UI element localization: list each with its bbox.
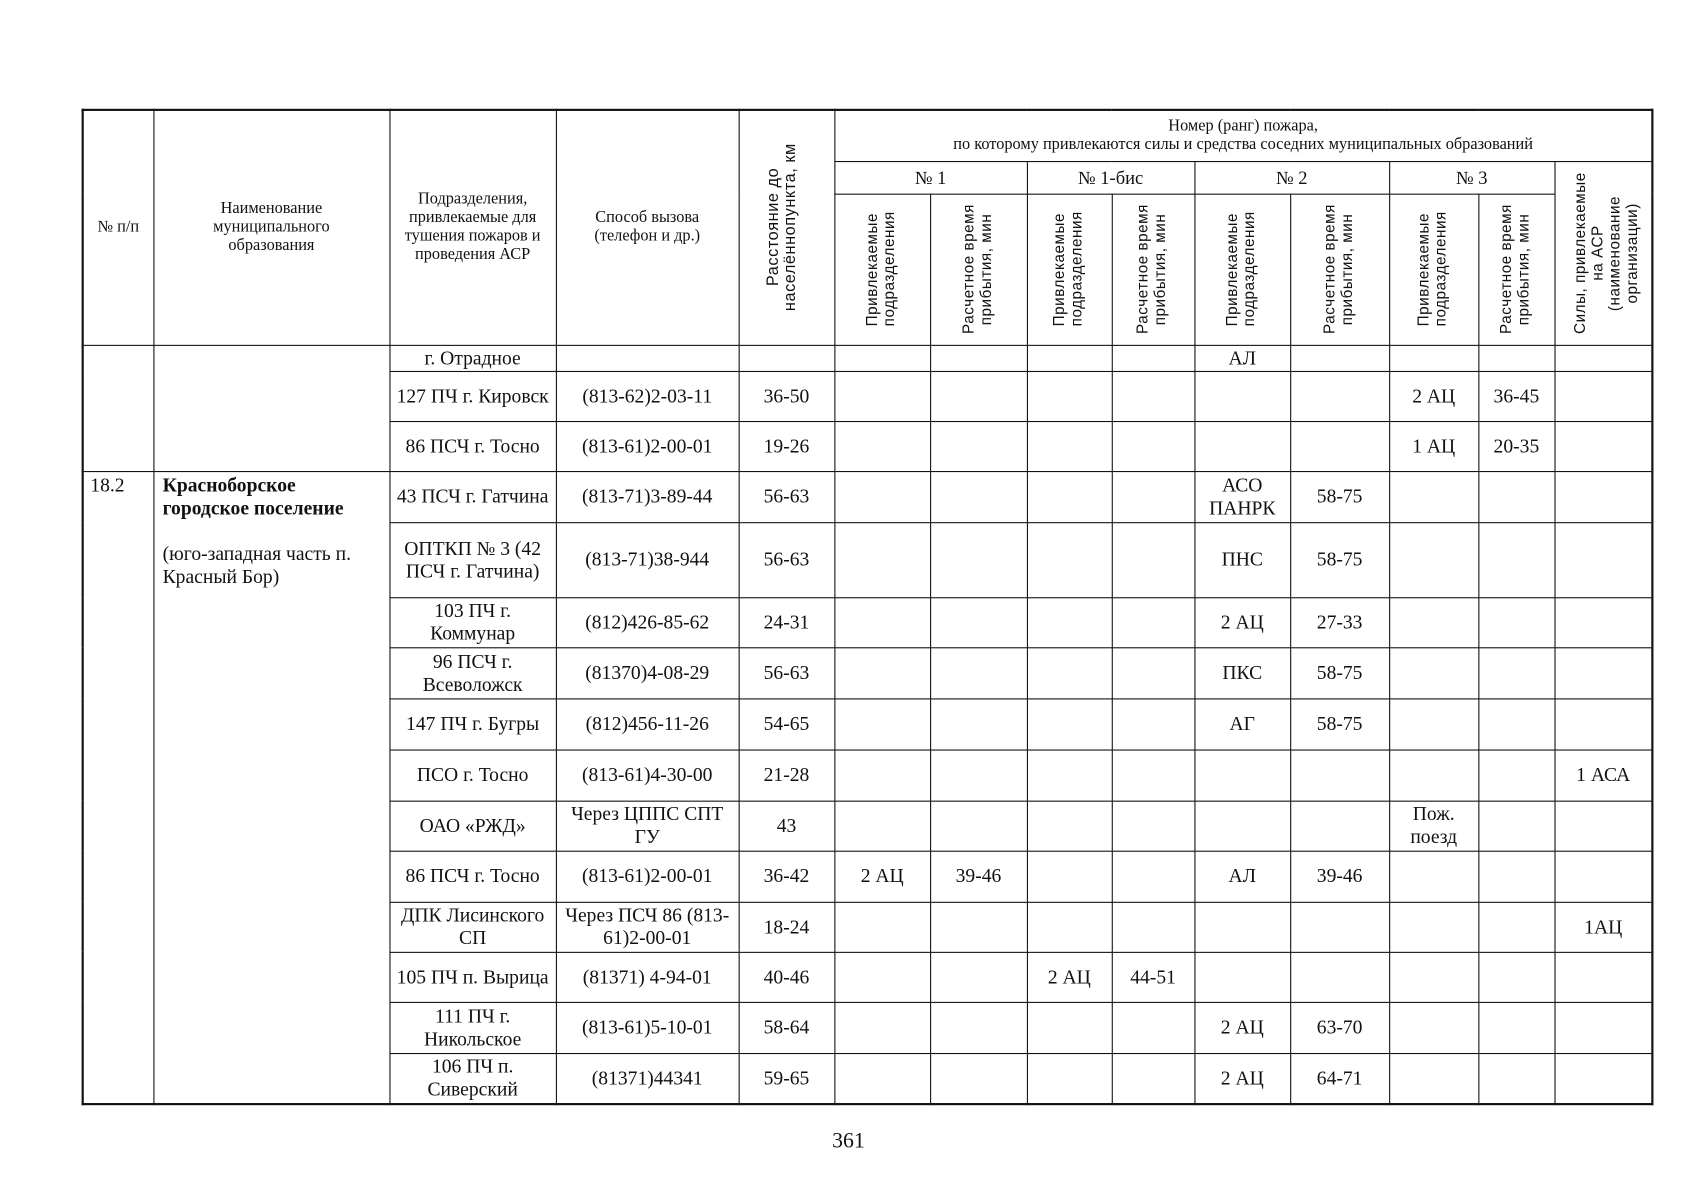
header-num: № п/п bbox=[83, 110, 154, 345]
asr-cell bbox=[1554, 1002, 1652, 1053]
attracted-units-cell bbox=[1027, 597, 1112, 647]
arrival-time-cell bbox=[1290, 421, 1389, 471]
arrival-time-cell: 39-46 bbox=[1290, 851, 1389, 902]
arrival-time-cell bbox=[930, 952, 1027, 1002]
call-cell bbox=[556, 345, 739, 371]
arrival-time-cell bbox=[930, 421, 1027, 471]
unit-cell: 105 ПЧ п. Вырица bbox=[389, 952, 555, 1002]
rank-2: № 2 bbox=[1194, 161, 1389, 194]
attracted-units-cell: АЛ bbox=[1194, 851, 1290, 902]
attracted-units-cell bbox=[834, 597, 930, 647]
call-cell: (81370)4-08-29 bbox=[556, 647, 739, 698]
call-cell: (813-62)2-03-11 bbox=[556, 371, 739, 421]
header-arrival-time: Расчетное время прибытия, мин bbox=[930, 194, 1027, 345]
arrival-time-cell bbox=[930, 698, 1027, 749]
attracted-units-cell bbox=[834, 1002, 930, 1053]
attracted-units-cell bbox=[1389, 698, 1478, 749]
arrival-time-cell: 36-45 bbox=[1478, 371, 1554, 421]
table-row bbox=[83, 471, 1653, 522]
attracted-units-cell bbox=[834, 1053, 930, 1104]
attracted-units-cell bbox=[1389, 952, 1478, 1002]
arrival-time-cell bbox=[1478, 471, 1554, 522]
asr-cell bbox=[1554, 421, 1652, 471]
arrival-time-cell: 58-75 bbox=[1290, 698, 1389, 749]
arrival-time-cell bbox=[930, 371, 1027, 421]
distance-cell: 56-63 bbox=[739, 522, 835, 597]
municipality-note: (юго-западная часть п. Красный Бор) bbox=[162, 542, 351, 587]
arrival-time-cell bbox=[1112, 1002, 1195, 1053]
call-cell: (813-61)4-30-00 bbox=[556, 749, 739, 800]
unit-cell: ПСО г. Тосно bbox=[389, 749, 555, 800]
arrival-time-cell bbox=[930, 597, 1027, 647]
attracted-units-cell bbox=[1389, 345, 1478, 371]
header-rank: Номер (ранг) пожара, по которому привлекаются силы и средства соседних муниципальных образований bbox=[834, 110, 1652, 161]
header-distance: Расстояние до населённопункта, км bbox=[739, 110, 835, 345]
arrival-time-cell bbox=[1112, 1053, 1195, 1104]
attracted-units-cell: ПКС bbox=[1194, 647, 1290, 698]
distance-cell bbox=[739, 345, 835, 371]
arrival-time-cell bbox=[930, 801, 1027, 851]
arrival-time-cell: 44-51 bbox=[1112, 952, 1195, 1002]
asr-cell: 1 АСА bbox=[1554, 749, 1652, 800]
attracted-units-cell bbox=[834, 698, 930, 749]
municipality-title: Красноборское городское поселение bbox=[162, 473, 344, 519]
arrival-time-cell bbox=[1478, 801, 1554, 851]
header-arrival-time: Расчетное время прибытия, мин bbox=[1478, 194, 1554, 345]
header-asr: Силы, привлекаемые на АСР (наименование организации) bbox=[1554, 161, 1652, 345]
attracted-units-cell bbox=[1389, 522, 1478, 597]
arrival-time-cell bbox=[1478, 345, 1554, 371]
arrival-time-cell bbox=[1112, 749, 1195, 800]
call-cell: (813-71)38-944 bbox=[556, 522, 739, 597]
unit-cell: 106 ПЧ п. Сиверский bbox=[389, 1053, 555, 1104]
attracted-units-cell bbox=[1027, 801, 1112, 851]
arrival-time-cell bbox=[930, 471, 1027, 522]
header-units: Подразделения, привлекаемые для тушения пожаров и проведения АСР bbox=[389, 110, 555, 345]
attracted-units-cell bbox=[834, 902, 930, 952]
unit-cell: 96 ПСЧ г. Всеволожск bbox=[389, 647, 555, 698]
asr-cell bbox=[1554, 471, 1652, 522]
arrival-time-cell bbox=[1112, 522, 1195, 597]
attracted-units-cell bbox=[1194, 749, 1290, 800]
attracted-units-cell bbox=[1027, 749, 1112, 800]
asr-cell bbox=[1554, 801, 1652, 851]
attracted-units-cell: 2 АЦ bbox=[1389, 371, 1478, 421]
arrival-time-cell bbox=[1478, 522, 1554, 597]
distance-cell: 56-63 bbox=[739, 647, 835, 698]
call-cell: (812)426-85-62 bbox=[556, 597, 739, 647]
arrival-time-cell bbox=[1290, 801, 1389, 851]
arrival-time-cell bbox=[930, 1053, 1027, 1104]
attracted-units-cell: 2 АЦ bbox=[1194, 1002, 1290, 1053]
arrival-time-cell: 39-46 bbox=[930, 851, 1027, 902]
arrival-time-cell bbox=[1112, 421, 1195, 471]
distance-cell: 24-31 bbox=[739, 597, 835, 647]
attracted-units-cell bbox=[1194, 902, 1290, 952]
attracted-units-cell bbox=[834, 421, 930, 471]
attracted-units-cell bbox=[834, 371, 930, 421]
arrival-time-cell bbox=[1478, 597, 1554, 647]
arrival-time-cell: 64-71 bbox=[1290, 1053, 1389, 1104]
header-attracted-units: Привлекаемые подразделения bbox=[1389, 194, 1478, 345]
arrival-time-cell bbox=[1112, 647, 1195, 698]
arrival-time-cell: 58-75 bbox=[1290, 522, 1389, 597]
attracted-units-cell: ПНС bbox=[1194, 522, 1290, 597]
attracted-units-cell bbox=[834, 647, 930, 698]
arrival-time-cell bbox=[930, 522, 1027, 597]
attracted-units-cell bbox=[1027, 1002, 1112, 1053]
page-number: 361 bbox=[832, 1129, 865, 1154]
rank-1: № 1 bbox=[834, 161, 1027, 194]
attracted-units-cell: 2 АЦ bbox=[1194, 597, 1290, 647]
header-arrival-time: Расчетное время прибытия, мин bbox=[1112, 194, 1195, 345]
call-cell: (81371) 4-94-01 bbox=[556, 952, 739, 1002]
call-cell: (813-61)2-00-01 bbox=[556, 851, 739, 902]
distance-cell: 58-64 bbox=[739, 1002, 835, 1053]
attracted-units-cell bbox=[1194, 371, 1290, 421]
attracted-units-cell bbox=[834, 801, 930, 851]
attracted-units-cell: АСО ПАНРК bbox=[1194, 471, 1290, 522]
rank-3: № 3 bbox=[1389, 161, 1554, 194]
asr-cell: 1АЦ bbox=[1554, 902, 1652, 952]
arrival-time-cell bbox=[930, 1002, 1027, 1053]
unit-cell: ОПТКП № 3 (42 ПСЧ г. Гатчина) bbox=[389, 522, 555, 597]
arrival-time-cell: 58-75 bbox=[1290, 647, 1389, 698]
attracted-units-cell: 2 АЦ bbox=[834, 851, 930, 902]
attracted-units-cell bbox=[1389, 597, 1478, 647]
unit-cell: 111 ПЧ г. Никольское bbox=[389, 1002, 555, 1053]
municipality-cell bbox=[153, 345, 389, 471]
arrival-time-cell bbox=[1478, 952, 1554, 1002]
header-attracted-units: Привлекаемые подразделения bbox=[1027, 194, 1112, 345]
attracted-units-cell: 2 АЦ bbox=[1194, 1053, 1290, 1104]
arrival-time-cell bbox=[1478, 1053, 1554, 1104]
unit-cell: 86 ПСЧ г. Тосно bbox=[389, 851, 555, 902]
arrival-time-cell bbox=[1112, 371, 1195, 421]
arrival-time-cell bbox=[1112, 902, 1195, 952]
fire-forces-table bbox=[82, 109, 1654, 1105]
attracted-units-cell bbox=[1389, 471, 1478, 522]
attracted-units-cell bbox=[1194, 952, 1290, 1002]
attracted-units-cell: 2 АЦ bbox=[1027, 952, 1112, 1002]
arrival-time-cell bbox=[1112, 471, 1195, 522]
arrival-time-cell bbox=[1112, 597, 1195, 647]
attracted-units-cell bbox=[1027, 471, 1112, 522]
rank-1bis: № 1-бис bbox=[1027, 161, 1195, 194]
attracted-units-cell bbox=[834, 345, 930, 371]
header-call: Способ вызова (телефон и др.) bbox=[556, 110, 739, 345]
distance-cell: 54-65 bbox=[739, 698, 835, 749]
call-cell: (813-71)3-89-44 bbox=[556, 471, 739, 522]
arrival-time-cell bbox=[1478, 749, 1554, 800]
attracted-units-cell bbox=[834, 522, 930, 597]
arrival-time-cell bbox=[930, 647, 1027, 698]
distance-cell: 40-46 bbox=[739, 952, 835, 1002]
arrival-time-cell bbox=[930, 345, 1027, 371]
arrival-time-cell bbox=[1290, 749, 1389, 800]
attracted-units-cell bbox=[834, 952, 930, 1002]
attracted-units-cell bbox=[1389, 851, 1478, 902]
municipality-name bbox=[153, 471, 389, 1104]
arrival-time-cell bbox=[930, 902, 1027, 952]
arrival-time-cell bbox=[1290, 345, 1389, 371]
asr-cell bbox=[1554, 698, 1652, 749]
header-attracted-units: Привлекаемые подразделения bbox=[834, 194, 930, 345]
attracted-units-cell bbox=[1027, 647, 1112, 698]
attracted-units-cell bbox=[1027, 698, 1112, 749]
attracted-units-cell bbox=[1027, 345, 1112, 371]
distance-cell: 36-42 bbox=[739, 851, 835, 902]
distance-cell: 59-65 bbox=[739, 1053, 835, 1104]
asr-cell bbox=[1554, 522, 1652, 597]
asr-cell bbox=[1554, 1053, 1652, 1104]
attracted-units-cell bbox=[834, 749, 930, 800]
distance-cell: 19-26 bbox=[739, 421, 835, 471]
distance-cell: 56-63 bbox=[739, 471, 835, 522]
header-municipality: Наименование муниципального образования bbox=[153, 110, 389, 345]
attracted-units-cell bbox=[1389, 1002, 1478, 1053]
arrival-time-cell bbox=[1112, 345, 1195, 371]
attracted-units-cell bbox=[1027, 371, 1112, 421]
attracted-units-cell: АЛ bbox=[1194, 345, 1290, 371]
call-cell: (81371)44341 bbox=[556, 1053, 739, 1104]
arrival-time-cell: 27-33 bbox=[1290, 597, 1389, 647]
header-arrival-time: Расчетное время прибытия, мин bbox=[1290, 194, 1389, 345]
arrival-time-cell bbox=[1290, 952, 1389, 1002]
unit-cell: 127 ПЧ г. Кировск bbox=[389, 371, 555, 421]
arrival-time-cell: 58-75 bbox=[1290, 471, 1389, 522]
attracted-units-cell bbox=[1027, 851, 1112, 902]
call-cell: Через ПСЧ 86 (813-61)2-00-01 bbox=[556, 902, 739, 952]
table-row bbox=[83, 345, 1653, 371]
attracted-units-cell bbox=[1194, 801, 1290, 851]
arrival-time-cell bbox=[1290, 371, 1389, 421]
arrival-time-cell bbox=[930, 749, 1027, 800]
call-cell: Через ЦППС СПТ ГУ bbox=[556, 801, 739, 851]
unit-cell: 86 ПСЧ г. Тосно bbox=[389, 421, 555, 471]
call-cell: (813-61)5-10-01 bbox=[556, 1002, 739, 1053]
distance-cell: 43 bbox=[739, 801, 835, 851]
attracted-units-cell bbox=[1389, 1053, 1478, 1104]
distance-cell: 36-50 bbox=[739, 371, 835, 421]
attracted-units-cell bbox=[1027, 1053, 1112, 1104]
distance-cell: 21-28 bbox=[739, 749, 835, 800]
arrival-time-cell bbox=[1290, 902, 1389, 952]
unit-cell: 147 ПЧ г. Бугры bbox=[389, 698, 555, 749]
unit-cell: ОАО «РЖД» bbox=[389, 801, 555, 851]
header-attracted-units: Привлекаемые подразделения bbox=[1194, 194, 1290, 345]
section-number: 18.2 bbox=[83, 471, 154, 1104]
attracted-units-cell: 1 АЦ bbox=[1389, 421, 1478, 471]
arrival-time-cell bbox=[1478, 1002, 1554, 1053]
attracted-units-cell bbox=[1194, 421, 1290, 471]
arrival-time-cell bbox=[1478, 647, 1554, 698]
attracted-units-cell bbox=[1027, 522, 1112, 597]
unit-cell: ДПК Лисинского СП bbox=[389, 902, 555, 952]
arrival-time-cell: 20-35 bbox=[1478, 421, 1554, 471]
distance-cell: 18-24 bbox=[739, 902, 835, 952]
arrival-time-cell bbox=[1112, 851, 1195, 902]
asr-cell bbox=[1554, 647, 1652, 698]
arrival-time-cell bbox=[1112, 801, 1195, 851]
asr-cell bbox=[1554, 345, 1652, 371]
asr-cell bbox=[1554, 851, 1652, 902]
attracted-units-cell: Пож. поезд bbox=[1389, 801, 1478, 851]
attracted-units-cell: АГ bbox=[1194, 698, 1290, 749]
attracted-units-cell bbox=[1389, 749, 1478, 800]
attracted-units-cell bbox=[834, 471, 930, 522]
arrival-time-cell: 63-70 bbox=[1290, 1002, 1389, 1053]
unit-cell: 103 ПЧ г. Коммунар bbox=[389, 597, 555, 647]
arrival-time-cell bbox=[1478, 902, 1554, 952]
asr-cell bbox=[1554, 952, 1652, 1002]
arrival-time-cell bbox=[1478, 851, 1554, 902]
attracted-units-cell bbox=[1027, 902, 1112, 952]
attracted-units-cell bbox=[1389, 902, 1478, 952]
attracted-units-cell bbox=[1027, 421, 1112, 471]
call-cell: (812)456-11-26 bbox=[556, 698, 739, 749]
num-cell bbox=[83, 345, 154, 471]
arrival-time-cell bbox=[1478, 698, 1554, 749]
asr-cell bbox=[1554, 371, 1652, 421]
unit-cell: 43 ПСЧ г. Гатчина bbox=[389, 471, 555, 522]
arrival-time-cell bbox=[1112, 698, 1195, 749]
asr-cell bbox=[1554, 597, 1652, 647]
call-cell: (813-61)2-00-01 bbox=[556, 421, 739, 471]
unit-cell: г. Отрадное bbox=[389, 345, 555, 371]
attracted-units-cell bbox=[1389, 647, 1478, 698]
